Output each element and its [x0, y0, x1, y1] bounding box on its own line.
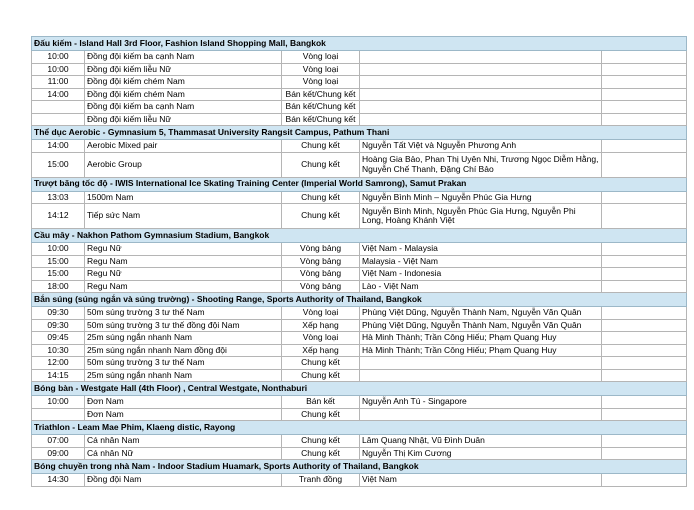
section-header: Trượt băng tốc độ - IWIS International Ice Skating Training Center (Imperial World Samrong), Samut Prakan: [32, 177, 687, 191]
phase-cell: Chung kết: [282, 435, 360, 448]
section-header-row: [32, 421, 687, 435]
extra-cell: [602, 447, 687, 460]
athletes-cell: Hoàng Gia Bảo, Phan Thị Uyên Nhi, Trương Ngọc Diễm Hằng, Nguyễn Chế Thanh, Đặng Chí Bảo: [360, 152, 602, 177]
athletes-cell: Việt Nam: [360, 474, 602, 487]
athletes-cell: Phùng Việt Dũng, Nguyễn Thành Nam, Nguyễn Văn Quân: [360, 307, 602, 320]
athletes-cell: [360, 357, 602, 370]
athletes-cell: Việt Nam - Malaysia: [360, 243, 602, 256]
athletes-cell: Malaysia - Việt Nam: [360, 255, 602, 268]
time-cell: 15:00: [32, 152, 85, 177]
event-cell: Đồng đội Nam: [85, 474, 282, 487]
event-cell: Đơn Nam: [85, 396, 282, 409]
extra-cell: [602, 113, 687, 126]
extra-cell: [602, 88, 687, 101]
phase-cell: Bán kết/Chung kết: [282, 113, 360, 126]
time-cell: 14:12: [32, 204, 85, 229]
table-row: [32, 280, 687, 293]
time-cell: 09:30: [32, 319, 85, 332]
extra-cell: [602, 152, 687, 177]
table-row: [32, 101, 687, 114]
phase-cell: Vòng loại: [282, 332, 360, 345]
section-header-row: [32, 460, 687, 474]
event-cell: Đồng đội kiếm chém Nam: [85, 88, 282, 101]
athletes-cell: Nguyễn Thị Kim Cương: [360, 447, 602, 460]
table-row: [32, 63, 687, 76]
event-cell: Đồng đội kiếm liễu Nữ: [85, 113, 282, 126]
table-row: [32, 447, 687, 460]
phase-cell: Bán kết: [282, 396, 360, 409]
event-cell: Đồng đội kiếm chém Nam: [85, 76, 282, 89]
athletes-cell: Nguyễn Bình Minh – Nguyễn Phúc Gia Hưng: [360, 191, 602, 204]
phase-cell: Vòng loại: [282, 76, 360, 89]
extra-cell: [602, 344, 687, 357]
event-cell: Aerobic Group: [85, 152, 282, 177]
section-header-row: [32, 126, 687, 140]
table-row: [32, 255, 687, 268]
event-cell: 25m súng ngắn nhanh Nam đồng đội: [85, 344, 282, 357]
event-cell: Regu Nữ: [85, 268, 282, 281]
extra-cell: [602, 307, 687, 320]
time-cell: 14:15: [32, 369, 85, 382]
time-cell: 14:00: [32, 88, 85, 101]
phase-cell: Chung kết: [282, 447, 360, 460]
event-cell: Regu Nữ: [85, 243, 282, 256]
section-header-row: [32, 177, 687, 191]
phase-cell: Vòng loại: [282, 51, 360, 64]
time-cell: 14:00: [32, 140, 85, 153]
extra-cell: [602, 63, 687, 76]
time-cell: 10:00: [32, 63, 85, 76]
table-row: [32, 191, 687, 204]
section-header: Đấu kiếm - Island Hall 3rd Floor, Fashion Island Shopping Mall, Bangkok: [32, 37, 687, 51]
phase-cell: Bán kết/Chung kết: [282, 101, 360, 114]
athletes-cell: [360, 369, 602, 382]
table-row: [32, 319, 687, 332]
extra-cell: [602, 435, 687, 448]
table-row: [32, 140, 687, 153]
phase-cell: Chung kết: [282, 152, 360, 177]
table-row: [32, 243, 687, 256]
phase-cell: Bán kết/Chung kết: [282, 88, 360, 101]
phase-cell: Chung kết: [282, 204, 360, 229]
athletes-cell: [360, 51, 602, 64]
section-header-row: [32, 37, 687, 51]
extra-cell: [602, 357, 687, 370]
athletes-cell: [360, 76, 602, 89]
table-row: [32, 113, 687, 126]
phase-cell: Vòng bảng: [282, 255, 360, 268]
event-cell: Regu Nam: [85, 255, 282, 268]
time-cell: 12:00: [32, 357, 85, 370]
extra-cell: [602, 369, 687, 382]
event-cell: Regu Nam: [85, 280, 282, 293]
table-row: [32, 204, 687, 229]
athletes-cell: Nguyễn Bình Minh, Nguyễn Phúc Gia Hưng, Nguyễn Phi Long, Hoàng Khánh Việt: [360, 204, 602, 229]
time-cell: 13:03: [32, 191, 85, 204]
time-cell: 09:45: [32, 332, 85, 345]
table-row: [32, 357, 687, 370]
time-cell: 09:30: [32, 307, 85, 320]
section-header: Triathlon - Leam Mae Phim, Klaeng distic, Rayong: [32, 421, 687, 435]
event-cell: Cá nhân Nữ: [85, 447, 282, 460]
table-row: [32, 474, 687, 487]
phase-cell: Chung kết: [282, 357, 360, 370]
athletes-cell: Hà Minh Thành; Trần Công Hiếu; Phạm Quang Huy: [360, 332, 602, 345]
extra-cell: [602, 268, 687, 281]
event-cell: Tiếp sức Nam: [85, 204, 282, 229]
time-cell: 15:00: [32, 268, 85, 281]
table-row: [32, 51, 687, 64]
extra-cell: [602, 191, 687, 204]
time-cell: 11:00: [32, 76, 85, 89]
extra-cell: [602, 408, 687, 421]
phase-cell: Chung kết: [282, 140, 360, 153]
time-cell: 09:00: [32, 447, 85, 460]
extra-cell: [602, 255, 687, 268]
phase-cell: Vòng bảng: [282, 280, 360, 293]
event-cell: 50m súng trường 3 tư thế Nam: [85, 357, 282, 370]
phase-cell: Xếp hạng: [282, 319, 360, 332]
athletes-cell: Hà Minh Thành; Trần Công Hiếu; Phạm Quang Huy: [360, 344, 602, 357]
event-cell: 50m súng trường 3 tư thế đồng đội Nam: [85, 319, 282, 332]
time-cell: 14:30: [32, 474, 85, 487]
event-cell: Aerobic Mixed pair: [85, 140, 282, 153]
schedule-sheet: [31, 36, 687, 487]
section-header: Bóng chuyền trong nhà Nam - Indoor Stadium Huamark, Sports Authority of Thailand, Bangkok: [32, 460, 687, 474]
athletes-cell: Lâm Quang Nhật, Vũ Đình Duân: [360, 435, 602, 448]
table-row: [32, 76, 687, 89]
athletes-cell: Nguyễn Tất Việt và Nguyễn Phương Anh: [360, 140, 602, 153]
phase-cell: Vòng loại: [282, 307, 360, 320]
section-header-row: [32, 293, 687, 307]
extra-cell: [602, 280, 687, 293]
section-header: Bắn súng (súng ngắn và súng trường) - Shooting Range, Sports Authority of Thailand, Bangkok: [32, 293, 687, 307]
phase-cell: Xếp hạng: [282, 344, 360, 357]
time-cell: [32, 101, 85, 114]
athletes-cell: [360, 63, 602, 76]
time-cell: 10:30: [32, 344, 85, 357]
time-cell: 15:00: [32, 255, 85, 268]
time-cell: 18:00: [32, 280, 85, 293]
extra-cell: [602, 319, 687, 332]
extra-cell: [602, 243, 687, 256]
table-row: [32, 332, 687, 345]
phase-cell: Chung kết: [282, 408, 360, 421]
table-row: [32, 268, 687, 281]
athletes-cell: Việt Nam - Indonesia: [360, 268, 602, 281]
event-cell: Cá nhân Nam: [85, 435, 282, 448]
section-header-row: [32, 382, 687, 396]
athletes-cell: Lào - Việt Nam: [360, 280, 602, 293]
section-header: Bóng bàn - Westgate Hall (4th Floor) , Central Westgate, Nonthaburi: [32, 382, 687, 396]
phase-cell: Vòng loại: [282, 63, 360, 76]
extra-cell: [602, 76, 687, 89]
event-cell: Đồng đội kiếm ba cạnh Nam: [85, 101, 282, 114]
extra-cell: [602, 204, 687, 229]
extra-cell: [602, 474, 687, 487]
section-header: Cầu mây - Nakhon Pathom Gymnasium Stadium, Bangkok: [32, 229, 687, 243]
time-cell: [32, 408, 85, 421]
athletes-cell: [360, 408, 602, 421]
event-cell: 25m súng ngắn nhanh Nam: [85, 369, 282, 382]
table-row: [32, 408, 687, 421]
athletes-cell: Nguyễn Anh Tú - Singapore: [360, 396, 602, 409]
athletes-cell: Phùng Việt Dũng, Nguyễn Thành Nam, Nguyễn Văn Quân: [360, 319, 602, 332]
table-row: [32, 307, 687, 320]
event-cell: 25m súng ngắn nhanh Nam: [85, 332, 282, 345]
event-cell: 1500m Nam: [85, 191, 282, 204]
phase-cell: Chung kết: [282, 191, 360, 204]
phase-cell: Chung kết: [282, 369, 360, 382]
time-cell: 10:00: [32, 51, 85, 64]
extra-cell: [602, 101, 687, 114]
event-cell: Đồng đội kiếm liễu Nữ: [85, 63, 282, 76]
extra-cell: [602, 396, 687, 409]
table-row: [32, 88, 687, 101]
athletes-cell: [360, 113, 602, 126]
extra-cell: [602, 332, 687, 345]
table-row: [32, 344, 687, 357]
event-cell: Đồng đội kiếm ba cạnh Nam: [85, 51, 282, 64]
event-cell: 50m súng trường 3 tư thế Nam: [85, 307, 282, 320]
event-cell: Đơn Nam: [85, 408, 282, 421]
time-cell: 10:00: [32, 396, 85, 409]
athletes-cell: [360, 88, 602, 101]
extra-cell: [602, 140, 687, 153]
section-header: Thể dục Aerobic - Gymnasium 5, Thammasat University Rangsit Campus, Pathum Thani: [32, 126, 687, 140]
time-cell: 07:00: [32, 435, 85, 448]
section-header-row: [32, 229, 687, 243]
table-row: [32, 435, 687, 448]
extra-cell: [602, 51, 687, 64]
phase-cell: Vòng bảng: [282, 268, 360, 281]
schedule-table: [31, 36, 687, 487]
table-row: [32, 396, 687, 409]
phase-cell: Vòng bảng: [282, 243, 360, 256]
table-row: [32, 369, 687, 382]
time-cell: 10:00: [32, 243, 85, 256]
phase-cell: Tranh đồng: [282, 474, 360, 487]
table-row: [32, 152, 687, 177]
time-cell: [32, 113, 85, 126]
athletes-cell: [360, 101, 602, 114]
